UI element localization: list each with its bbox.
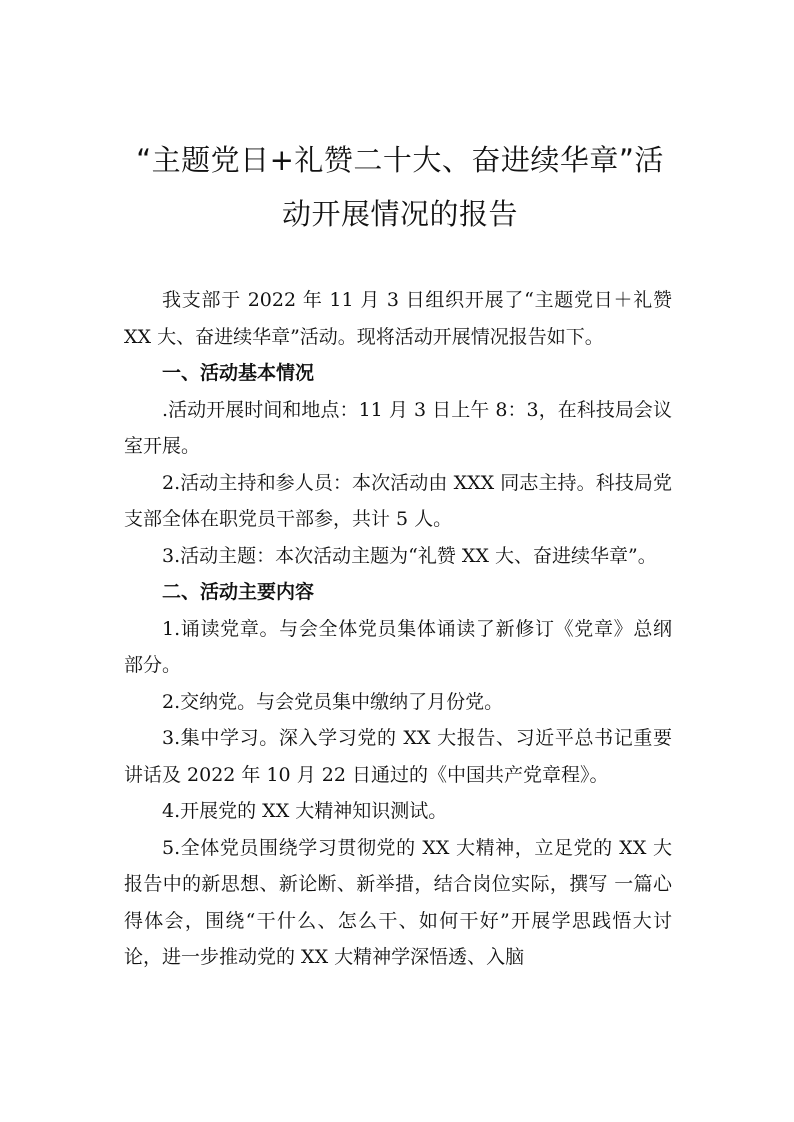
report-title-line-2: 动开展情况的报告 — [281, 197, 518, 231]
section-1-item-1: .活动开展时间和地点：11 月 3 日上午 8：3，在科技局会议室开展。 — [124, 398, 672, 457]
section-1-item-2: 2.活动主持和参人员：本次活动由 XXX 同志主持。科技局党支部全体在职党员干部参，共计 5 人。 — [124, 471, 672, 530]
section-1-item-3: 3.活动主题：本次活动主题为“礼赞 XX 大、奋进续华章”。 — [162, 544, 657, 567]
section-2-item-4: 4.开展党的 XX 大精神知识测试。 — [162, 800, 448, 822]
report-body — [124, 282, 672, 976]
section-2-item-3: 3.集中学习。深入学习党的 XX 大报告、习近平总书记重要讲话及 2022 年 10 月 22 日通过的《中国共产党章程》。 — [124, 727, 672, 786]
section-2-item-2: 2.交纳党。与会党员集中缴纳了月份党。 — [162, 690, 504, 713]
intro-paragraph: 我支部于 2022 年 11 月 3 日组织开展了“主题党日＋礼赞 XX 大、奋进续华章”活动。现将活动开展情况报告如下。 — [124, 289, 672, 348]
report-title-line-1: “主题党日+礼赞二十大、奋进续华章”活 — [136, 143, 664, 177]
section-1-heading: 一、活动基本情况 — [162, 362, 315, 384]
section-2-heading: 二、活动主要内容 — [162, 581, 315, 603]
section-2-item-1: 1.诵读党章。与会全体党员集体诵读了新修订《党章》总纲部分。 — [124, 617, 672, 676]
section-2-item-5: 5.全体党员围绕学习贯彻党的 XX 大精神，立足党的 XX 大报告中的新思想、新论断、新举措，结合岗位实际，撰写 一篇心得体会，围绕“干什么、怎么干、如何干好”开展学思践悟大讨论，进一步推动党的 XX 大精神学深悟透、入脑 — [124, 836, 672, 968]
